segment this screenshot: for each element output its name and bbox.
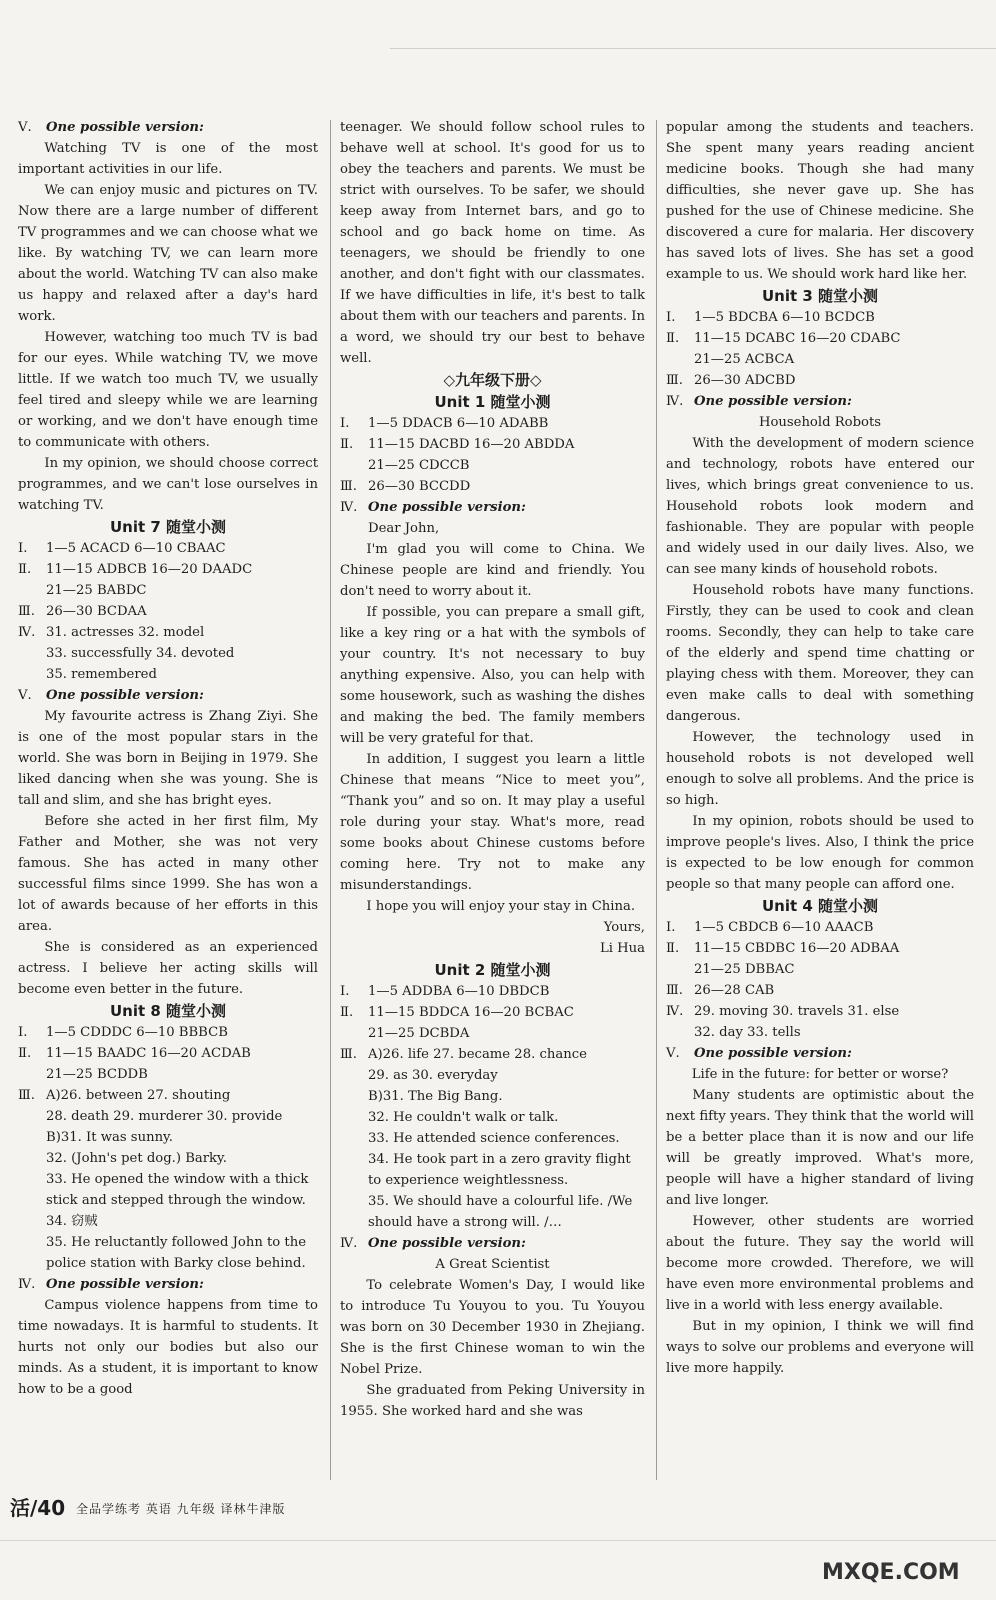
essay-title: Household Robots — [758, 415, 882, 430]
answer-line — [18, 559, 318, 580]
essay-paragraph: She graduated from Peking University in 1955. She worked hard and she was — [340, 1383, 645, 1419]
essay-paragraph: She is considered as an experienced actress. I believe her acting skills will become even better in the future. — [18, 940, 318, 997]
column-divider — [330, 120, 331, 1480]
answer-line — [18, 1085, 318, 1106]
answer-line — [340, 476, 645, 497]
section-heading: ◇九年级下册◇ — [443, 371, 542, 389]
answer-text: 26—30 ADCBD — [694, 373, 796, 388]
section-heading: Unit 7 随堂小测 — [109, 518, 227, 536]
answer-line: 33. successfully 34. devoted — [46, 646, 235, 661]
writing-task-label — [666, 1043, 974, 1064]
question-number: Ⅳ. — [666, 1004, 684, 1019]
question-number: Ⅲ. — [666, 983, 683, 998]
essay-paragraph: We can enjoy music and pictures on TV. Now there are a large number of different TV programmes and we can choose what we like. By watching TV, we can learn more about the world. Watching TV can also make us happy and relaxed after a day's hard work. — [18, 183, 318, 324]
section-heading: Unit 1 随堂小测 — [434, 393, 551, 411]
question-number: Ⅰ. — [340, 416, 350, 431]
answer-line — [666, 328, 974, 349]
answer-line: 33. He attended science conferences. — [368, 1131, 620, 1146]
question-number: Ⅲ. — [666, 373, 683, 388]
answer-line — [18, 622, 318, 643]
answer-line: 35. We should have a colourful life. /We should have a strong will. /… — [368, 1194, 633, 1230]
essay-paragraph: However, the technology used in household robots is not developed well enough to solve all problems. And the price is so high. — [666, 730, 974, 808]
answer-text: A)26. life 27. became 28. chance — [368, 1047, 587, 1062]
question-number: Ⅱ. — [340, 437, 354, 452]
sample-version-heading: One possible version: — [694, 394, 852, 409]
bottom-rule — [0, 1540, 996, 1541]
page-number: 活/40 — [10, 1496, 66, 1520]
question-number: Ⅰ. — [666, 920, 676, 935]
question-number: Ⅱ. — [18, 562, 32, 577]
top-rule — [390, 48, 996, 49]
answer-line — [340, 1002, 645, 1023]
essay-paragraph: Campus violence happens from time to time nowadays. It is harmful to students. It hurts not only our bodies but also our minds. As a student, it is important to know how to be a good — [18, 1298, 318, 1397]
question-number: Ⅳ. — [340, 500, 358, 515]
question-number: Ⅰ. — [18, 1025, 28, 1040]
writing-task-label — [18, 685, 318, 706]
answer-text: 11—15 CBDBC 16—20 ADBAA — [694, 941, 900, 956]
sample-version-heading: One possible version: — [46, 120, 204, 135]
answer-line: 29. as 30. everyday — [368, 1068, 498, 1083]
answer-text: 11—15 DCABC 16—20 CDABC — [694, 331, 901, 346]
answer-text: A)26. between 27. shouting — [46, 1088, 231, 1103]
essay-paragraph: With the development of modern science and technology, robots have entered our lives, which brings great convenience to us. Household robots look modern and fashionable. They are popular with people and widely used in our daily lives. Also, we can see many kinds of household robots. — [666, 436, 974, 577]
answer-text: 26—30 BCDAA — [46, 604, 147, 619]
answer-line — [666, 938, 974, 959]
column-left — [18, 117, 318, 1400]
section-heading: Unit 3 随堂小测 — [761, 287, 879, 305]
question-number: Ⅳ. — [666, 394, 684, 409]
answer-line — [340, 434, 645, 455]
answer-line: B)31. The Big Bang. — [368, 1089, 503, 1104]
answer-line — [666, 980, 974, 1001]
section-heading: Unit 8 随堂小测 — [109, 1002, 227, 1020]
answer-line — [18, 1022, 318, 1043]
answer-line — [666, 307, 974, 328]
question-number: Ⅴ. — [18, 688, 32, 703]
answer-text: 26—28 CAB — [694, 983, 775, 998]
sample-version-heading: One possible version: — [46, 1277, 204, 1292]
answer-line: 21—25 CDCCB — [368, 458, 470, 473]
writing-task-label — [18, 1274, 318, 1295]
essay-paragraph: My favourite actress is Zhang Ziyi. She is one of the most popular stars in the world. She was born in Beijing in 1979. She liked dancing when she was young. She is tall and slim, and she has bright eyes. — [18, 709, 318, 808]
question-number: Ⅰ. — [18, 541, 28, 556]
answer-line: 32. (John's pet dog.) Barky. — [46, 1151, 227, 1166]
answer-line: 34. 窃贼 — [46, 1214, 98, 1229]
writing-task-label — [18, 117, 318, 138]
book-info: 全品学练考 英语 九年级 译林牛津版 — [76, 1502, 286, 1516]
answer-line: B)31. It was sunny. — [46, 1130, 173, 1145]
answer-line — [340, 413, 645, 434]
answer-line: 35. He reluctantly followed John to the police station with Barky close behind. — [46, 1235, 307, 1271]
answer-text: 1—5 DDACB 6—10 ADABB — [368, 416, 549, 431]
answer-line: 21—25 DBBAC — [694, 962, 795, 977]
question-number: Ⅱ. — [666, 331, 680, 346]
essay-paragraph: If possible, you can prepare a small gift, like a key ring or a hat with the symbols of your country. It's not necessary to buy anything expensive. Also, you can help with some housework, such as washing the dishes and making the bed. The family members will be very grateful for that. — [340, 605, 645, 746]
answer-line: 21—25 ACBCA — [694, 352, 795, 367]
sample-version-heading: One possible version: — [368, 1236, 526, 1251]
letter-signature: Li Hua — [599, 941, 645, 956]
answer-line — [666, 917, 974, 938]
answer-line — [666, 1001, 974, 1022]
answer-line — [666, 370, 974, 391]
essay-paragraph: I hope you will enjoy your stay in China. — [366, 899, 636, 914]
writing-task-label — [340, 1233, 645, 1254]
question-number: Ⅱ. — [18, 1046, 32, 1061]
question-number: Ⅴ. — [666, 1046, 680, 1061]
answer-line: 21—25 DCBDA — [368, 1026, 470, 1041]
question-number: Ⅱ. — [340, 1005, 354, 1020]
answer-line: Dear John, — [368, 521, 440, 536]
column-middle — [340, 117, 645, 1422]
section-heading: Unit 4 随堂小测 — [761, 897, 879, 915]
section-heading: Unit 2 随堂小测 — [434, 961, 551, 979]
answer-line: 33. He opened the window with a thick stick and stepped through the window. — [46, 1172, 309, 1208]
essay-paragraph: Watching TV is one of the most important activities in our life. — [18, 141, 318, 177]
column-right — [666, 117, 974, 1379]
letter-signature: Yours, — [603, 920, 645, 935]
answer-text: 1—5 ADDBA 6—10 DBDCB — [368, 984, 550, 999]
question-number: Ⅲ. — [18, 1088, 35, 1103]
writing-task-label — [340, 497, 645, 518]
question-number: Ⅲ. — [18, 604, 35, 619]
essay-paragraph: teenager. We should follow school rules to behave well at school. It's good for us to obey the teachers and parents. We must be strict with ourselves. To be safer, we should keep away from Internet bars, and go to school and go back home on time. As teenagers, we should be friendly to one another, and don't fight with our classmates. If we have difficulties in life, it's best to talk about them with our teachers and parents. In a word, we should try our best to behave well. — [340, 120, 645, 366]
answer-text: 11—15 BDDCA 16—20 BCBAC — [368, 1005, 574, 1020]
writing-task-label — [666, 391, 974, 412]
answer-text: 1—5 BDCBA 6—10 BCDCB — [694, 310, 875, 325]
essay-paragraph: In my opinion, we should choose correct programmes, and we can't lose ourselves in watching TV. — [18, 456, 318, 513]
sample-version-heading: One possible version: — [368, 500, 526, 515]
answer-line: 35. remembered — [46, 667, 157, 682]
answer-line — [340, 981, 645, 1002]
question-number: Ⅰ. — [666, 310, 676, 325]
question-number: Ⅳ. — [18, 1277, 36, 1292]
answer-line: 28. death 29. murderer 30. provide — [46, 1109, 283, 1124]
essay-paragraph: However, watching too much TV is bad for our eyes. While watching TV, we move little. If we watch too much TV, we usually feel tired and sleepy while we are learning or working, and we don't have enough time to communicate with others. — [18, 330, 318, 450]
question-number: Ⅲ. — [340, 1047, 357, 1062]
essay-paragraph: To celebrate Women's Day, I would like to introduce Tu Youyou to you. Tu Youyou was born on 30 December 1930 in Zhejiang. She is the first Chinese woman to win the Nobel Prize. — [340, 1278, 645, 1377]
answer-text: 11—15 BAADC 16—20 ACDAB — [46, 1046, 251, 1061]
answer-line: 34. He took part in a zero gravity flight to experience weightlessness. — [368, 1152, 631, 1188]
essay-paragraph: In addition, I suggest you learn a little Chinese that means “Nice to meet you”, “Thank you” and so on. It may play a useful role during your stay. What's more, read some books about Chinese customs before coming here. Try not to make any misunderstandings. — [340, 752, 645, 893]
question-number: Ⅴ. — [18, 120, 32, 135]
essay-paragraph: I'm glad you will come to China. We Chinese people are kind and friendly. You don't need to worry about it. — [340, 542, 645, 599]
answer-text: 26—30 BCCDD — [368, 479, 471, 494]
question-number: Ⅳ. — [340, 1236, 358, 1251]
answer-text: 31. actresses 32. model — [46, 625, 205, 640]
essay-paragraph: But in my opinion, I think we will find ways to solve our problems and everyone will live more happily. — [666, 1319, 974, 1376]
answer-text: 1—5 ACACD 6—10 CBAAC — [46, 541, 226, 556]
answer-text: 29. moving 30. travels 31. else — [694, 1004, 900, 1019]
answer-line — [18, 538, 318, 559]
answer-text: 11—15 DACBD 16—20 ABDDA — [368, 437, 575, 452]
watermark: MXQE.COM — [822, 1560, 960, 1585]
question-number: Ⅲ. — [340, 479, 357, 494]
essay-paragraph: However, other students are worried about the future. They say the world will become more crowded. Therefore, we will have even more environmental problems and live in a world with less energy available. — [666, 1214, 974, 1313]
column-divider — [656, 120, 657, 1480]
answer-line — [18, 601, 318, 622]
answer-line: 32. day 33. tells — [694, 1025, 801, 1040]
answer-text: 1—5 CBDCB 6—10 AAACB — [694, 920, 874, 935]
answer-line — [340, 1044, 645, 1065]
sample-version-heading: One possible version: — [694, 1046, 852, 1061]
answer-line: 21—25 BABDC — [46, 583, 147, 598]
answer-line: 21—25 BCDDB — [46, 1067, 148, 1082]
essay-title: A Great Scientist — [435, 1257, 550, 1272]
answer-line — [18, 1043, 318, 1064]
answer-line: 32. He couldn't walk or talk. — [368, 1110, 559, 1125]
question-number: Ⅱ. — [666, 941, 680, 956]
essay-paragraph: Before she acted in her first film, My Father and Mother, she was not very famous. She has acted in many other successful films since 1999. She has won a lot of awards because of her efforts in this area. — [18, 814, 318, 934]
answer-text: 1—5 CDDDC 6—10 BBBCB — [46, 1025, 228, 1040]
question-number: Ⅳ. — [18, 625, 36, 640]
answer-text: 11—15 ADBCB 16—20 DAADC — [46, 562, 253, 577]
essay-paragraph: Household robots have many functions. Firstly, they can be used to cook and clean rooms. Secondly, they can help to take care of the elderly and spend time chatting or playing chess with them. Moreover, they can even make calls to deal with something dangerous. — [666, 583, 974, 724]
essay-paragraph: popular among the students and teachers. She spent many years reading ancient medicine books. Though she had many difficulties, she never gave up. She has pushed for the use of Chinese medicine. She discovered a cure for malaria. Her discovery has saved lots of lives. She has set a good example to us. We should work hard like her. — [666, 120, 974, 282]
essay-paragraph: Many students are optimistic about the next fifty years. They think that the world will be a better place than it is now and our life will be greatly improved. What's more, people will have a higher standard of living and live longer. — [666, 1088, 974, 1208]
essay-title: Life in the future: for better or worse? — [691, 1067, 949, 1082]
essay-paragraph: In my opinion, robots should be used to improve people's lives. Also, I think the price is expected to be low enough for common people so that many people can afford one. — [666, 814, 974, 892]
sample-version-heading: One possible version: — [46, 688, 204, 703]
question-number: Ⅰ. — [340, 984, 350, 999]
